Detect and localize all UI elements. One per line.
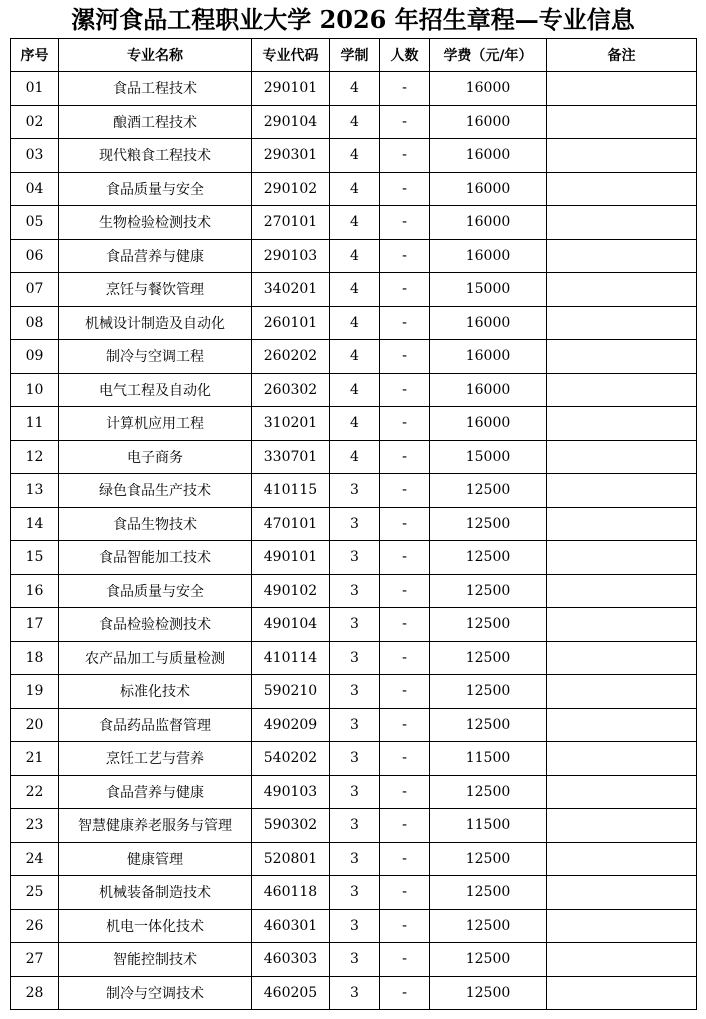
cell-remarks: [547, 507, 697, 541]
cell-duration: 4: [330, 239, 380, 273]
cell-major-name: 酿酒工程技术: [59, 105, 252, 139]
table-row: [11, 775, 697, 809]
cell-tuition: 16000: [430, 407, 547, 441]
cell-duration: 3: [330, 675, 380, 709]
cell-remarks: [547, 675, 697, 709]
cell-major-name: 食品药品监督管理: [59, 708, 252, 742]
cell-major-code: 260202: [252, 340, 330, 374]
cell-tuition: 12500: [430, 775, 547, 809]
table-row: [11, 876, 697, 910]
cell-tuition: 16000: [430, 172, 547, 206]
cell-major-name: 食品质量与安全: [59, 574, 252, 608]
cell-major-name: 农产品加工与质量检测: [59, 641, 252, 675]
cell-tuition: 16000: [430, 206, 547, 240]
cell-major-name: 生物检验检测技术: [59, 206, 252, 240]
cell-enrollment: -: [380, 842, 430, 876]
table-row: [11, 574, 697, 608]
cell-index: 15: [11, 541, 59, 575]
cell-major-code: 490102: [252, 574, 330, 608]
cell-index: 06: [11, 239, 59, 273]
cell-index: 16: [11, 574, 59, 608]
cell-duration: 3: [330, 909, 380, 943]
cell-remarks: [547, 172, 697, 206]
cell-major-code: 490103: [252, 775, 330, 809]
cell-enrollment: -: [380, 440, 430, 474]
cell-enrollment: -: [380, 474, 430, 508]
cell-tuition: 12500: [430, 641, 547, 675]
cell-index: 08: [11, 306, 59, 340]
table-row: [11, 72, 697, 106]
cell-duration: 3: [330, 507, 380, 541]
cell-duration: 4: [330, 373, 380, 407]
cell-enrollment: -: [380, 507, 430, 541]
header-index: 序号: [11, 39, 59, 72]
cell-major-name: 制冷与空调技术: [59, 976, 252, 1010]
cell-duration: 3: [330, 842, 380, 876]
table-row: [11, 306, 697, 340]
cell-enrollment: -: [380, 340, 430, 374]
cell-tuition: 16000: [430, 72, 547, 106]
cell-major-code: 490104: [252, 608, 330, 642]
header-tuition: 学费（元/年）: [430, 39, 547, 72]
cell-duration: 3: [330, 742, 380, 776]
cell-major-name: 食品营养与健康: [59, 239, 252, 273]
cell-enrollment: -: [380, 273, 430, 307]
table-row: [11, 474, 697, 508]
cell-enrollment: -: [380, 574, 430, 608]
cell-major-code: 260302: [252, 373, 330, 407]
cell-index: 13: [11, 474, 59, 508]
cell-enrollment: -: [380, 708, 430, 742]
cell-major-name: 智慧健康养老服务与管理: [59, 809, 252, 843]
cell-remarks: [547, 608, 697, 642]
cell-tuition: 16000: [430, 340, 547, 374]
cell-duration: 4: [330, 172, 380, 206]
cell-index: 01: [11, 72, 59, 106]
cell-duration: 4: [330, 306, 380, 340]
cell-major-code: 460205: [252, 976, 330, 1010]
cell-index: 07: [11, 273, 59, 307]
cell-enrollment: -: [380, 641, 430, 675]
cell-major-name: 机械装备制造技术: [59, 876, 252, 910]
cell-index: 03: [11, 139, 59, 173]
cell-tuition: 15000: [430, 273, 547, 307]
cell-index: 19: [11, 675, 59, 709]
header-duration: 学制: [330, 39, 380, 72]
cell-major-code: 470101: [252, 507, 330, 541]
cell-remarks: [547, 574, 697, 608]
cell-index: 02: [11, 105, 59, 139]
cell-remarks: [547, 541, 697, 575]
cell-major-code: 290104: [252, 105, 330, 139]
cell-enrollment: -: [380, 909, 430, 943]
cell-major-code: 330701: [252, 440, 330, 474]
cell-index: 04: [11, 172, 59, 206]
cell-remarks: [547, 206, 697, 240]
cell-enrollment: -: [380, 72, 430, 106]
cell-tuition: 16000: [430, 373, 547, 407]
cell-remarks: [547, 239, 697, 273]
table-row: [11, 239, 697, 273]
cell-major-name: 烹饪与餐饮管理: [59, 273, 252, 307]
cell-major-code: 290101: [252, 72, 330, 106]
cell-index: 28: [11, 976, 59, 1010]
cell-major-code: 290301: [252, 139, 330, 173]
header-major-name: 专业名称: [59, 39, 252, 72]
cell-enrollment: -: [380, 976, 430, 1010]
cell-remarks: [547, 876, 697, 910]
table-row: [11, 139, 697, 173]
cell-remarks: [547, 976, 697, 1010]
major-info-table: [10, 38, 697, 1010]
cell-duration: 3: [330, 708, 380, 742]
cell-index: 09: [11, 340, 59, 374]
cell-duration: 3: [330, 608, 380, 642]
cell-index: 17: [11, 608, 59, 642]
header-enrollment: 人数: [380, 39, 430, 72]
cell-enrollment: -: [380, 675, 430, 709]
table-row: [11, 943, 697, 977]
header-major-code: 专业代码: [252, 39, 330, 72]
cell-enrollment: -: [380, 541, 430, 575]
table-row: [11, 708, 697, 742]
cell-major-name: 食品质量与安全: [59, 172, 252, 206]
cell-major-name: 烹饪工艺与营养: [59, 742, 252, 776]
cell-index: 11: [11, 407, 59, 441]
cell-remarks: [547, 641, 697, 675]
cell-enrollment: -: [380, 306, 430, 340]
cell-major-code: 540202: [252, 742, 330, 776]
cell-remarks: [547, 943, 697, 977]
cell-remarks: [547, 72, 697, 106]
cell-duration: 3: [330, 876, 380, 910]
cell-remarks: [547, 440, 697, 474]
table-row: [11, 206, 697, 240]
cell-major-name: 电子商务: [59, 440, 252, 474]
table-header-row: [11, 39, 697, 72]
table-row: [11, 976, 697, 1010]
cell-remarks: [547, 742, 697, 776]
cell-enrollment: -: [380, 206, 430, 240]
table-row: [11, 541, 697, 575]
cell-duration: 4: [330, 340, 380, 374]
cell-tuition: 12500: [430, 708, 547, 742]
table-body: [11, 72, 697, 1010]
cell-remarks: [547, 909, 697, 943]
cell-enrollment: -: [380, 172, 430, 206]
cell-enrollment: -: [380, 742, 430, 776]
cell-tuition: 12500: [430, 474, 547, 508]
table-row: [11, 273, 697, 307]
cell-enrollment: -: [380, 105, 430, 139]
cell-enrollment: -: [380, 407, 430, 441]
cell-remarks: [547, 474, 697, 508]
cell-enrollment: -: [380, 876, 430, 910]
cell-tuition: 12500: [430, 842, 547, 876]
cell-duration: 3: [330, 541, 380, 575]
cell-tuition: 12500: [430, 574, 547, 608]
cell-duration: 3: [330, 474, 380, 508]
cell-major-name: 计算机应用工程: [59, 407, 252, 441]
cell-duration: 4: [330, 407, 380, 441]
cell-tuition: 11500: [430, 809, 547, 843]
table-row: [11, 440, 697, 474]
cell-remarks: [547, 340, 697, 374]
cell-index: 22: [11, 775, 59, 809]
cell-duration: 4: [330, 273, 380, 307]
cell-enrollment: -: [380, 809, 430, 843]
cell-major-name: 制冷与空调工程: [59, 340, 252, 374]
cell-tuition: 12500: [430, 943, 547, 977]
cell-major-name: 健康管理: [59, 842, 252, 876]
table-row: [11, 608, 697, 642]
cell-index: 25: [11, 876, 59, 910]
cell-remarks: [547, 809, 697, 843]
cell-index: 20: [11, 708, 59, 742]
cell-enrollment: -: [380, 943, 430, 977]
cell-major-name: 智能控制技术: [59, 943, 252, 977]
cell-major-name: 食品智能加工技术: [59, 541, 252, 575]
cell-tuition: 16000: [430, 139, 547, 173]
table-row: [11, 809, 697, 843]
table-row: [11, 742, 697, 776]
cell-tuition: 15000: [430, 440, 547, 474]
cell-major-code: 290103: [252, 239, 330, 273]
cell-tuition: 16000: [430, 105, 547, 139]
cell-remarks: [547, 407, 697, 441]
cell-major-name: 机械设计制造及自动化: [59, 306, 252, 340]
cell-major-name: 食品生物技术: [59, 507, 252, 541]
cell-major-code: 460301: [252, 909, 330, 943]
cell-major-code: 410114: [252, 641, 330, 675]
page-title: 漯河食品工程职业大学 2026 年招生章程—专业信息: [71, 5, 635, 34]
cell-remarks: [547, 273, 697, 307]
cell-major-code: 490101: [252, 541, 330, 575]
cell-index: 24: [11, 842, 59, 876]
cell-duration: 3: [330, 775, 380, 809]
cell-index: 26: [11, 909, 59, 943]
cell-remarks: [547, 708, 697, 742]
cell-major-code: 590210: [252, 675, 330, 709]
table-row: [11, 373, 697, 407]
cell-enrollment: -: [380, 775, 430, 809]
cell-major-name: 机电一体化技术: [59, 909, 252, 943]
cell-major-name: 食品检验检测技术: [59, 608, 252, 642]
cell-tuition: 12500: [430, 976, 547, 1010]
cell-index: 05: [11, 206, 59, 240]
cell-tuition: 12500: [430, 541, 547, 575]
cell-index: 27: [11, 943, 59, 977]
cell-duration: 3: [330, 943, 380, 977]
cell-duration: 3: [330, 809, 380, 843]
cell-index: 18: [11, 641, 59, 675]
cell-major-code: 260101: [252, 306, 330, 340]
cell-major-name: 食品营养与健康: [59, 775, 252, 809]
cell-major-code: 490209: [252, 708, 330, 742]
cell-remarks: [547, 139, 697, 173]
cell-enrollment: -: [380, 239, 430, 273]
cell-major-name: 绿色食品生产技术: [59, 474, 252, 508]
cell-enrollment: -: [380, 608, 430, 642]
table-row: [11, 842, 697, 876]
cell-tuition: 12500: [430, 608, 547, 642]
cell-duration: 3: [330, 976, 380, 1010]
table-row: [11, 909, 697, 943]
table-row: [11, 105, 697, 139]
cell-duration: 4: [330, 440, 380, 474]
header-remarks: 备注: [547, 39, 697, 72]
table-row: [11, 507, 697, 541]
cell-major-code: 410115: [252, 474, 330, 508]
cell-tuition: 16000: [430, 239, 547, 273]
cell-enrollment: -: [380, 373, 430, 407]
cell-index: 14: [11, 507, 59, 541]
cell-major-name: 现代粮食工程技术: [59, 139, 252, 173]
cell-tuition: 11500: [430, 742, 547, 776]
cell-major-name: 食品工程技术: [59, 72, 252, 106]
cell-remarks: [547, 842, 697, 876]
cell-tuition: 12500: [430, 675, 547, 709]
table-row: [11, 407, 697, 441]
cell-duration: 4: [330, 206, 380, 240]
cell-major-code: 590302: [252, 809, 330, 843]
cell-major-name: 电气工程及自动化: [59, 373, 252, 407]
cell-major-code: 520801: [252, 842, 330, 876]
cell-duration: 4: [330, 72, 380, 106]
cell-duration: 4: [330, 105, 380, 139]
cell-major-code: 460118: [252, 876, 330, 910]
table-row: [11, 675, 697, 709]
table-row: [11, 172, 697, 206]
cell-index: 23: [11, 809, 59, 843]
cell-duration: 3: [330, 641, 380, 675]
cell-tuition: 16000: [430, 306, 547, 340]
cell-major-code: 310201: [252, 407, 330, 441]
cell-enrollment: -: [380, 139, 430, 173]
cell-major-code: 290102: [252, 172, 330, 206]
cell-tuition: 12500: [430, 876, 547, 910]
table-row: [11, 340, 697, 374]
cell-major-code: 460303: [252, 943, 330, 977]
cell-major-name: 标准化技术: [59, 675, 252, 709]
table-row: [11, 641, 697, 675]
cell-remarks: [547, 775, 697, 809]
cell-major-code: 270101: [252, 206, 330, 240]
cell-remarks: [547, 373, 697, 407]
cell-major-code: 340201: [252, 273, 330, 307]
cell-index: 12: [11, 440, 59, 474]
cell-tuition: 12500: [430, 507, 547, 541]
cell-remarks: [547, 306, 697, 340]
cell-tuition: 12500: [430, 909, 547, 943]
cell-index: 21: [11, 742, 59, 776]
cell-remarks: [547, 105, 697, 139]
cell-index: 10: [11, 373, 59, 407]
cell-duration: 4: [330, 139, 380, 173]
cell-duration: 3: [330, 574, 380, 608]
